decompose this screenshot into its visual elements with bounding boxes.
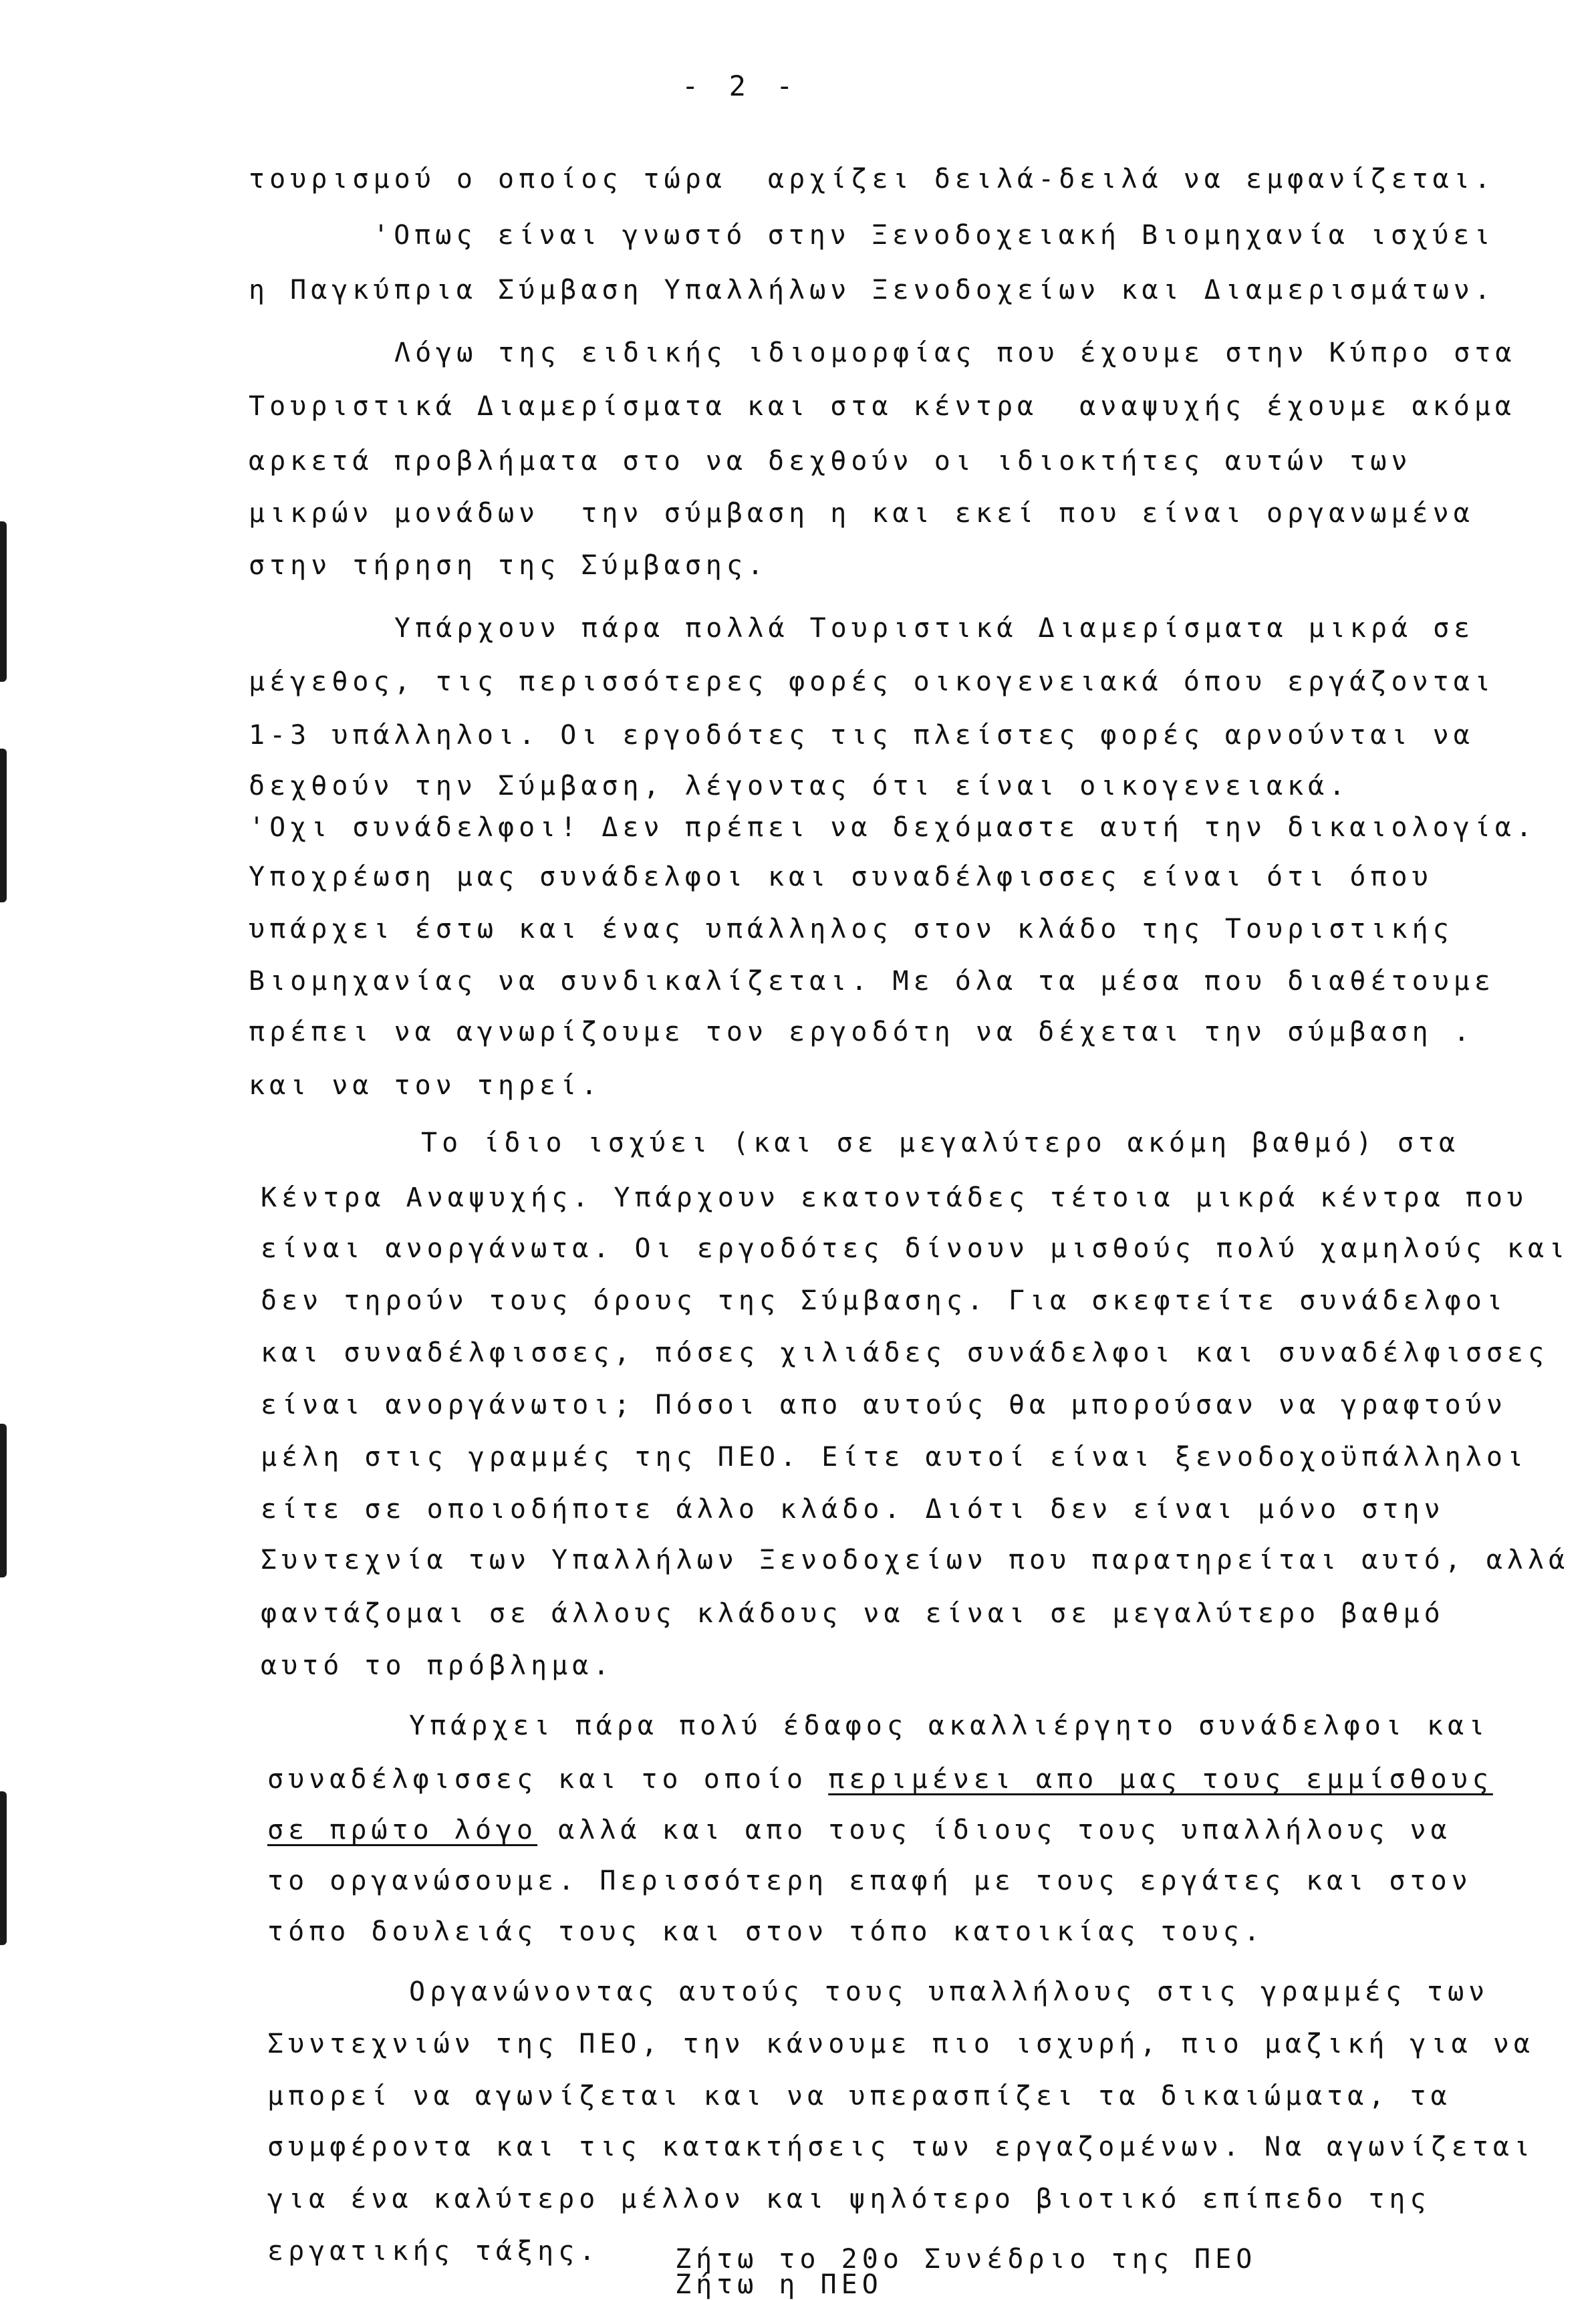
text-line: δεχθούν την Σύμβαση, λέγοντας ότι είναι οικογενειακά. [249, 771, 1350, 801]
text-line: στην τήρηση της Σύμβασης. [249, 550, 769, 581]
closing-slogan: Ζήτω το 20ο Συνέδριο της ΠΕΟ [675, 2244, 1257, 2275]
text-line: Τουριστικά Διαμερίσματα και στα κέντρα αναψυχής έχουμε ακόμα [249, 391, 1516, 422]
closing-slogan: Ζήτω η ΠΕΟ [675, 2269, 883, 2300]
text-line: πρέπει να αγνωρίζουμε τον εργοδότη να δέχεται την σύμβαση . [249, 1017, 1474, 1047]
text-line: τόπο δουλειάς τους και στον τόπο κατοικίας τους. [267, 1916, 1265, 1947]
binding-mark [0, 749, 7, 902]
binding-mark [0, 1791, 7, 1945]
text-line: και συναδέλφισσες, πόσες χιλιάδες συνάδελφοι και συναδέλφισσες [261, 1337, 1549, 1368]
text-line: 'Οπως είναι γνωστό στην Ξενοδοχειακή Βιομηχανία ισχύει [373, 220, 1495, 251]
text-line: δεν τηρούν τους όρους της Σύμβασης. Για σκεφτείτε συνάδελφοι [261, 1285, 1507, 1316]
text-line: μπορεί να αγωνίζεται και να υπερασπίζει τα δικαιώματα, τα [267, 2081, 1452, 2112]
text-line: τουρισμού ο οποίος τώρα αρχίζει δειλά-δειλά να εμφανίζεται. [249, 164, 1495, 195]
text-line: αρκετά προβλήματα στο να δεχθούν οι ιδιοκτήτες αυτών των [249, 446, 1412, 477]
text-line: η Παγκύπρια Σύμβαση Υπαλλήλων Ξενοδοχείων και Διαμερισμάτων. [249, 275, 1495, 305]
text-line: Κέντρα Αναψυχής. Υπάρχουν εκατοντάδες τέτοια μικρά κέντρα που [261, 1182, 1528, 1213]
text-line: συμφέροντα και τις κατακτήσεις των εργαζομένων. Να αγωνίζεται [267, 2132, 1535, 2162]
underlined-phrase: σε πρώτο λόγο [267, 1815, 538, 1845]
text-line: το οργανώσουμε. Περισσότερη επαφή με τους εργάτες και στον [267, 1866, 1472, 1896]
text-line: Βιομηχανίας να συνδικαλίζεται. Με όλα τα μέσα που διαθέτουμε [249, 966, 1495, 997]
text-line: είναι ανοργάνωτοι; Πόσοι απο αυτούς θα μπορούσαν να γραφτούν [261, 1390, 1507, 1420]
text-line: είτε σε οποιοδήποτε άλλο κλάδο. Διότι δεν είναι μόνο στην [261, 1494, 1445, 1525]
binding-mark [0, 1424, 7, 1577]
text-line: εργατικής τάξης. [267, 2236, 600, 2267]
page-number: - 2 - [682, 70, 800, 102]
text-line: 'Οχι συνάδελφοι! Δεν πρέπει να δεχόμαστε αυτή την δικαιολογία. [249, 812, 1537, 843]
text-line: Υποχρέωση μας συνάδελφοι και συναδέλφισσες είναι ότι όπου [249, 862, 1433, 892]
text-line: μικρών μονάδων την σύμβαση η και εκεί που είναι οργανωμένα [249, 498, 1474, 529]
text-line: για ένα καλύτερο μέλλον και ψηλότερο βιοτικό επίπεδο της [267, 2184, 1431, 2214]
text-line [267, 1817, 1452, 1843]
binding-mark [0, 521, 7, 682]
text-line: μέλη στις γραμμές της ΠΕΟ. Είτε αυτοί είναι ξενοδοχοϋπάλληλοι [261, 1442, 1528, 1473]
text-line: μέγεθος, τις περισσότερες φορές οικογενειακά όπου εργάζονται [249, 666, 1495, 697]
text-line: Το ίδιο ισχύει (και σε μεγαλύτερο ακόμη βαθμό) στα [421, 1128, 1460, 1158]
underlined-phrase: περιμένει απο μας τους εμμίσθους [828, 1764, 1493, 1795]
text-line: Λόγω της ειδικής ιδιομορφίας που έχουμε στην Κύπρο στα [394, 338, 1516, 368]
text-line: φαντάζομαι σε άλλους κλάδους να είναι σε μεγαλύτερο βαθμό [261, 1598, 1445, 1629]
text-line: υπάρχει έστω και ένας υπάλληλος στον κλάδο της Τουριστικής [249, 914, 1454, 944]
text-segment: συναδέλφισσες και το οποίο [267, 1764, 808, 1795]
text-line: είναι ανοργάνωτα. Οι εργοδότες δίνουν μισθούς πολύ χαμηλούς και [261, 1233, 1570, 1264]
text-line: και να τον τηρεί. [249, 1070, 602, 1101]
text-line: Συντεχνία των Υπαλλήλων Ξενοδοχείων που παρατηρείται αυτό, αλλά [261, 1545, 1570, 1575]
text-line: αυτό το πρόβλημα. [261, 1650, 614, 1681]
text-line: Υπάρχει πάρα πολύ έδαφος ακαλλιέργητο συνάδελφοι και [409, 1710, 1490, 1741]
text-line: Συντεχνιών της ΠΕΟ, την κάνουμε πιο ισχυρή, πιο μαζική για να [267, 2029, 1535, 2059]
text-line [267, 1766, 1493, 1793]
text-line: Οργανώνοντας αυτούς τους υπαλλήλους στις γραμμές των [409, 1976, 1490, 2007]
text-segment: αλλά και απο τους ίδιους τους υπαλλήλους να [558, 1815, 1452, 1845]
text-line: 1-3 υπάλληλοι. Οι εργοδότες τις πλείστες φορές αρνούνται να [249, 720, 1474, 751]
text-line: Υπάρχουν πάρα πολλά Τουριστικά Διαμερίσματα μικρά σε [394, 613, 1475, 644]
